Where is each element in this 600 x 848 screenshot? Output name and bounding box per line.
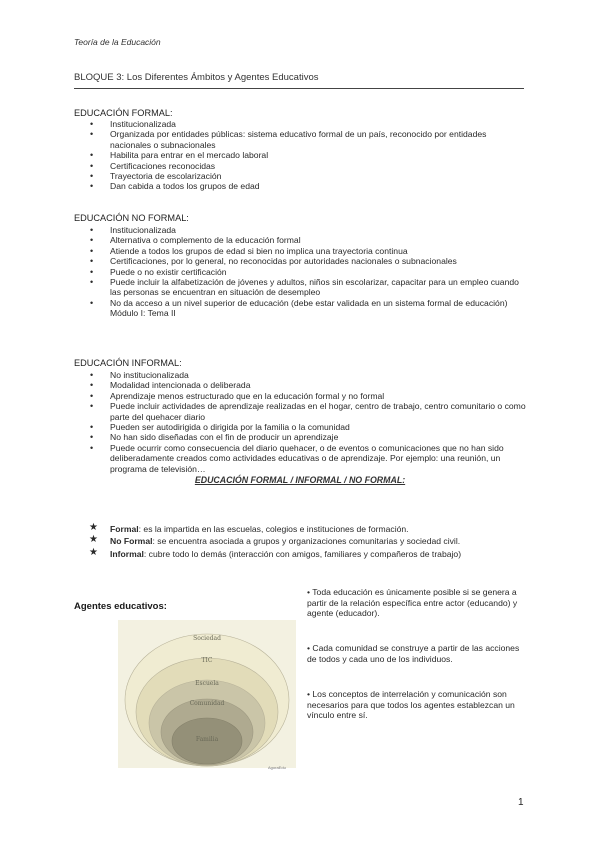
star-icon: ★	[89, 534, 98, 546]
list-item: • Habilita para entrar en el mercado laboral	[74, 150, 526, 160]
comparison-subtitle: EDUCACIÓN FORMAL / INFORMAL / NO FORMAL:	[194, 475, 406, 485]
definition-item	[74, 546, 526, 559]
definition-term: Informal	[110, 548, 144, 559]
label-sociedad: Sociedad	[193, 635, 221, 642]
list-item: • Institucionalizada	[74, 119, 526, 129]
list-item: • Pueden ser autodirigida o dirigida por la familia o la comunidad	[74, 422, 526, 432]
star-icon: ★	[89, 522, 98, 533]
list-item: • Atiende a todos los grupos de edad si bien no implica una trayectoria continua	[74, 246, 526, 256]
section-title-formal: EDUCACIÓN FORMAL:	[74, 108, 173, 118]
list-item: • Certificaciones, por lo general, no reconocidas por autoridades nacionales o subnacionales	[74, 256, 526, 266]
agents-note-1: • Toda educación es únicamente posible si se genera a partir de la relación específica entre actor (educando) y agente (educador).	[307, 587, 518, 619]
list-item: • No da acceso a un nivel superior de educación (debe estar validada en un sistema formal de educación) Módulo I: Tema II	[74, 298, 526, 319]
label-familia: Familia	[195, 736, 219, 743]
list-item: • Trayectoria de escolarización	[74, 171, 526, 181]
list-item: • Aprendizaje menos estructurado que en la educación formal y no formal	[74, 391, 526, 401]
list-item: • Modalidad intencionada o deliberada	[74, 380, 526, 390]
page-number: 1	[518, 797, 524, 808]
list-item: • Dan cabida a todos los grupos de edad	[74, 181, 526, 191]
running-header: Teoría de la Educación	[74, 37, 161, 47]
block-title: BLOQUE 3: Los Diferentes Ámbitos y Agentes Educativos	[74, 72, 319, 83]
definition-text: : cubre todo lo demás (interacción con amigos, familiares y compañeros de trabajo)	[143, 548, 462, 559]
definition-text: : es la impartida en las escuelas, colegios e instituciones de formación.	[138, 524, 409, 534]
figure-credit: AgoraEdu	[268, 765, 286, 770]
label-escuela: Escuela	[195, 680, 219, 687]
list-item: • No han sido diseñadas con el fin de producir un aprendizaje	[74, 432, 526, 442]
agents-title: Agentes educativos:	[74, 601, 167, 612]
label-comunidad: Comunidad	[189, 700, 225, 707]
informal-list	[74, 370, 526, 474]
section-title-informal: EDUCACIÓN INFORMAL:	[74, 358, 182, 368]
definition-term: No Formal	[110, 536, 153, 547]
label-tic: TIC	[201, 657, 213, 664]
formal-list	[74, 119, 526, 192]
list-item: • Alternativa o complemento de la educación formal	[74, 235, 526, 245]
list-item: • Puede o no existir certificación	[74, 267, 526, 277]
header-divider	[74, 88, 524, 89]
list-item: • Puede incluir actividades de aprendizaje realizadas en el hogar, centro de trabajo, centro comunitario o como parte del quehacer diario	[74, 401, 526, 422]
list-item: • Certificaciones reconocidas	[74, 161, 526, 171]
definition-text: : se encuentra asociada a grupos y organizaciones comunitarias y sociedad civil.	[152, 536, 461, 547]
nested-ellipses-diagram	[118, 620, 296, 768]
definition-term: Formal	[110, 524, 139, 534]
list-item: • Institucionalizada	[74, 225, 526, 235]
agents-note-2: • Cada comunidad se construye a partir de las acciones de todos y cada uno de los individuos.	[307, 643, 520, 664]
list-item: • Puede ocurrir como consecuencia del diario quehacer, o de eventos o comunicaciones que no han sido deliberadamente creados como actividades educativas o de aprendizaje. Por ejemplo: una reunión, un programa de televisión…	[74, 443, 526, 474]
star-icon: ★	[89, 546, 98, 558]
section-title-no-formal: EDUCACIÓN NO FORMAL:	[74, 213, 189, 223]
agents-note-3: • Los conceptos de interrelación y comunicación son necesarios para que todos los agentes establezcan un vínculo entre sí.	[307, 689, 515, 721]
definition-item	[74, 524, 526, 534]
definitions-list	[74, 524, 526, 561]
list-item: • Puede incluir la alfabetización de jóvenes y adultos, niños sin escolarizar, capacitar para un empleo cuando las personas se encuentran en situación de desempleo	[74, 277, 526, 298]
list-item: • No institucionalizada	[74, 370, 526, 380]
agents-diagram	[118, 620, 296, 768]
list-item: • Organizada por entidades públicas: sistema educativo formal de un país, reconocido por entidades nacionales o subnacionales	[74, 129, 526, 150]
definition-item	[74, 536, 526, 546]
no-formal-list	[74, 225, 526, 319]
